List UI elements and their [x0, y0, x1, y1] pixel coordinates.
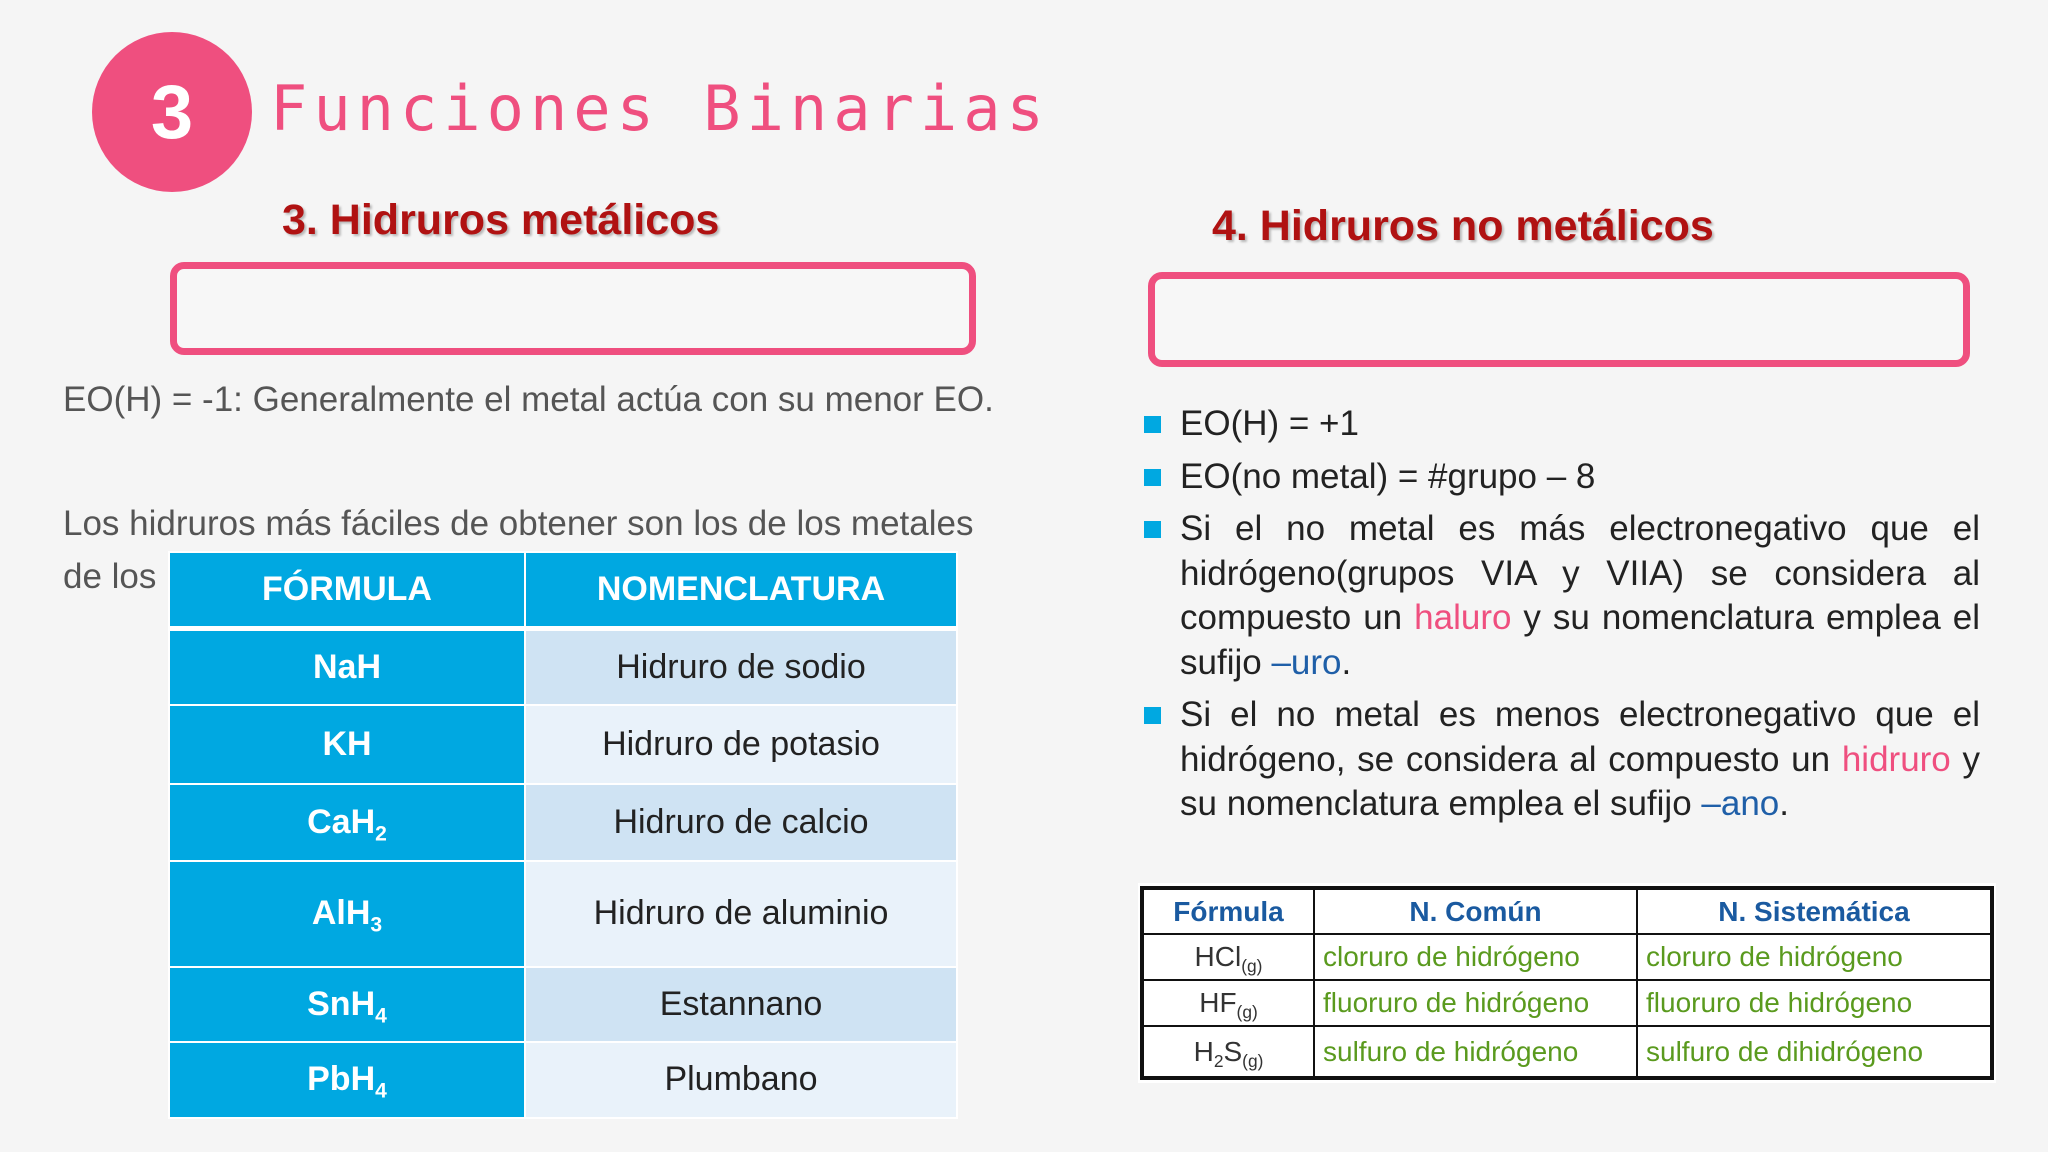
nonmetal-hydrides-table [1140, 886, 1994, 1080]
table-row [1142, 980, 1992, 1026]
formula-cell: $HF_{(g)}$ [1142, 980, 1314, 1026]
header-formula: FÓRMULA [169, 552, 525, 629]
name-cell: Plumbano [525, 1042, 957, 1118]
nonmetal-hydrides-input-box[interactable] [1148, 272, 1970, 367]
systematic-name-cell: cloruro de hidrógeno [1637, 934, 1992, 980]
formula-cell: KH [169, 705, 525, 784]
bullet-square-icon [1144, 469, 1161, 486]
bullet-square-icon [1144, 707, 1161, 724]
paragraph-line1: Los hidruros más fáciles de obtener son los de los metales [63, 504, 974, 543]
nonmetal-hydrides-title: 4. Hidruros no metálicos [1212, 202, 1714, 250]
table-row [169, 784, 957, 861]
bullet-square-icon [1144, 521, 1161, 538]
table-row [169, 629, 957, 705]
systematic-name-cell: sulfuro de dihidrógeno [1637, 1026, 1992, 1078]
systematic-name-cell: fluoruro de hidrógeno [1637, 980, 1992, 1026]
metal-eo-paragraph: EO(H) = -1: Generalmente el metal actúa con su menor EO. [63, 380, 994, 419]
nonmetal-bullet-list [1142, 402, 1980, 835]
formula-cell: $H_2S_{(g)}$ [1142, 1026, 1314, 1078]
header-formula: Fórmula [1142, 888, 1314, 934]
nonmetal-hydrides-table-image [1138, 883, 1996, 1083]
list-item: Si el no metal es más electronegativo que el hidrógeno(grupos VIA y VIIA) se considera al compuesto un haluro y su nomenclatura emplea el sufijo –uro. [1142, 507, 1980, 685]
name-cell: Hidruro de aluminio [525, 861, 957, 967]
section-number: 3 [150, 69, 194, 155]
common-name-cell: sulfuro de hidrógeno [1314, 1026, 1637, 1078]
section-number-badge [92, 32, 252, 192]
table-row [1142, 1026, 1992, 1078]
formula-cell: AlH$_3$ [169, 861, 525, 967]
list-item: Si el no metal es menos electronegativo que el hidrógeno, se considera al compuesto un hidruro y su nomenclatura emplea el sufijo –ano. [1142, 693, 1980, 827]
formula-cell: NaH [169, 629, 525, 705]
header-systematic-name: N. Sistemática [1637, 888, 1992, 934]
formula-cell: PbH$_4$ [169, 1042, 525, 1118]
name-cell: Hidruro de sodio [525, 629, 957, 705]
metal-hydrides-table [168, 551, 958, 1119]
table-row [169, 967, 957, 1042]
common-name-cell: cloruro de hidrógeno [1314, 934, 1637, 980]
hidruro-highlight: hidruro [1841, 739, 1951, 779]
table-row [1142, 934, 1992, 980]
bullet-square-icon [1144, 416, 1161, 433]
formula-cell: HCl$_{(g)}$ [1142, 934, 1314, 980]
formula-cell: SnH$_4$ [169, 967, 525, 1042]
table-row [169, 705, 957, 784]
name-cell: Hidruro de calcio [525, 784, 957, 861]
common-name-cell: fluoruro de hidrógeno [1314, 980, 1637, 1026]
haluro-highlight: haluro [1414, 598, 1512, 637]
metal-hydrides-title: 3. Hidruros metálicos [282, 196, 720, 244]
name-cell: Hidruro de potasio [525, 705, 957, 784]
formula-cell: CaH$_2$ [169, 784, 525, 861]
list-item: EO(H) = +1 [1142, 402, 1980, 447]
header-common-name: N. Común [1314, 888, 1637, 934]
metal-hydrides-input-box[interactable] [170, 262, 976, 355]
suffix-uro: –uro [1271, 642, 1342, 682]
header-nomenclature: NOMENCLATURA [525, 552, 957, 629]
table-row [169, 861, 957, 967]
table-row [169, 1042, 957, 1118]
paragraph-line2: de los [63, 557, 157, 596]
suffix-ano: –ano [1701, 784, 1780, 823]
list-item: EO(no metal) = #grupo – 8 [1142, 455, 1980, 500]
name-cell: Estannano [525, 967, 957, 1042]
page-title: Funciones Binarias [270, 72, 1050, 145]
